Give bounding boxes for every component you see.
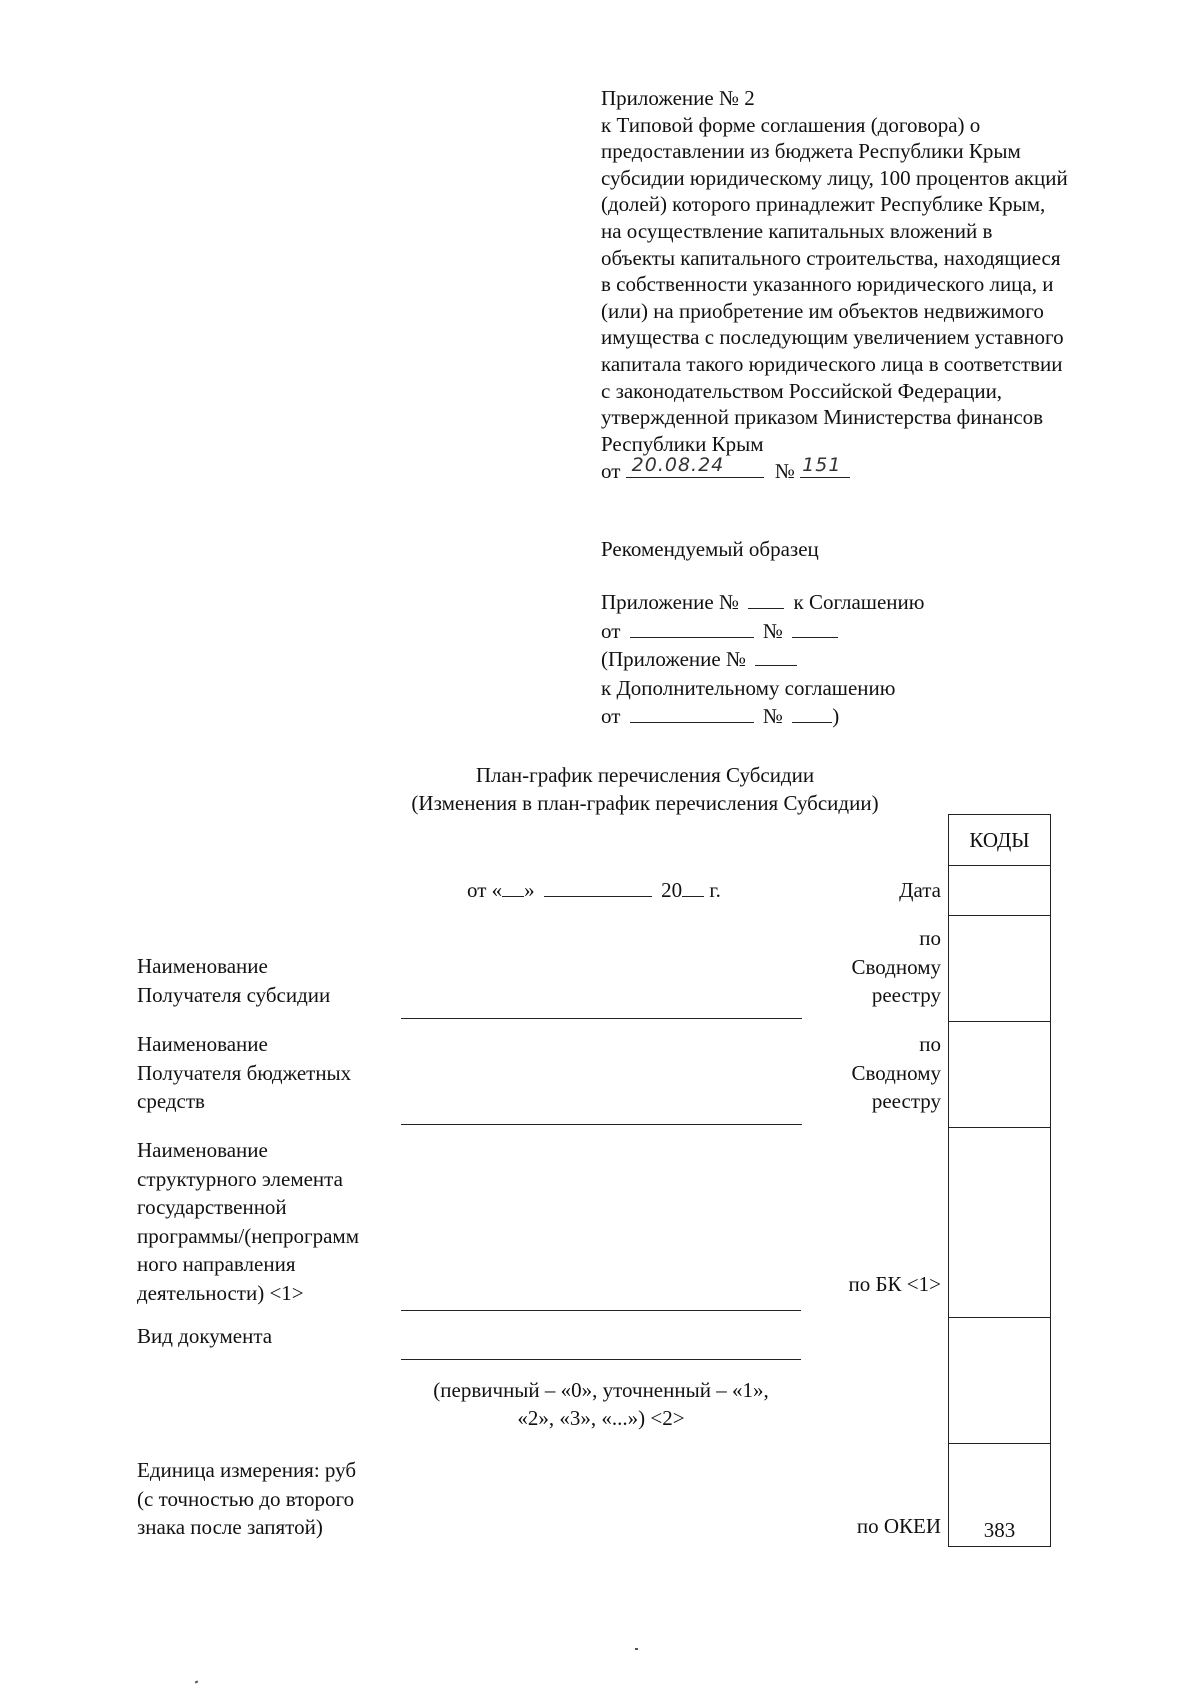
- label-line: средств: [137, 1089, 205, 1113]
- date-label: Дата: [899, 878, 941, 902]
- number-label: №: [762, 704, 783, 728]
- label-line: Наименование: [137, 954, 268, 978]
- label-line: (с точностью до второго: [137, 1486, 355, 1511]
- supplementary-number-blank: [755, 645, 797, 666]
- structural-element-label: [137, 1136, 359, 1307]
- svod-registry-label-2: [800, 1030, 941, 1116]
- scan-speck: [635, 1648, 638, 1650]
- closing-paren: ): [832, 704, 840, 728]
- handwritten-date: 20.08.24: [631, 454, 725, 477]
- header-line: в собственности указанного юридического лица, и: [601, 272, 1054, 297]
- doc-type-label: Вид документа: [137, 1324, 273, 1348]
- header-line: (или) на приобретение им объектов недвижимого: [601, 298, 1044, 323]
- bk-label: по БК <1>: [848, 1272, 941, 1296]
- document-date-line: [467, 876, 721, 904]
- number-label: №: [774, 459, 795, 484]
- header-line: субсидии юридическому лицу, 100 процентов акций: [601, 165, 1068, 190]
- order-date-blank: [626, 454, 764, 478]
- appendix-line-2: [601, 617, 924, 646]
- code-cell-budget-recipient[interactable]: [949, 1021, 1050, 1127]
- number-label: №: [762, 618, 783, 643]
- appendix-header: [601, 85, 1161, 485]
- header-line: объекты капитального строительства, находящиеся: [601, 245, 1061, 270]
- label-line: Получателя бюджетных: [137, 1060, 352, 1085]
- code-cell-doc-type[interactable]: [949, 1317, 1050, 1443]
- label-line: по: [919, 926, 941, 950]
- header-line: капитала такого юридического лица в соответствии: [601, 351, 1063, 376]
- date-blank: [630, 702, 754, 723]
- svod-registry-label-1: [800, 924, 941, 1010]
- code-cell-recipient[interactable]: [949, 915, 1050, 1021]
- label-line: ного направления: [137, 1252, 296, 1276]
- header-line: имущества с последующим увеличением уставного: [601, 325, 1064, 350]
- label-line: структурного элемента: [137, 1166, 343, 1191]
- okei-value: 383: [983, 1518, 1016, 1542]
- date-blank: [630, 617, 754, 638]
- recommended-sample: Рекомендуемый образец: [601, 537, 819, 561]
- codes-header: КОДЫ: [969, 828, 1030, 852]
- structural-element-line[interactable]: [401, 1310, 801, 1311]
- header-line: (долей) которого принадлежит Республике Крым,: [601, 192, 1046, 217]
- header-line: предоставлении из бюджета Республики Крым: [601, 139, 1021, 164]
- appendix-line-3: [601, 645, 924, 674]
- header-line: Республики Крым: [601, 431, 764, 456]
- doc-type-note-line1: (первичный – «0», уточненный – «1»,: [433, 1378, 769, 1402]
- number-blank: [792, 617, 838, 638]
- handwritten-number: 151: [802, 454, 842, 477]
- recipient-name-line[interactable]: [401, 1018, 802, 1019]
- label-line: реестру: [871, 983, 941, 1007]
- year-prefix: 20: [661, 878, 683, 902]
- label-line: программы/(непрограмм: [137, 1223, 359, 1248]
- number-blank: [792, 702, 832, 723]
- recipient-label: [137, 952, 330, 1009]
- from-label: от: [601, 459, 621, 484]
- year-suffix: г.: [709, 878, 721, 902]
- budget-recipient-label: [137, 1030, 351, 1116]
- order-date-number-line: [601, 454, 1161, 485]
- label-line: Сводному: [851, 1060, 941, 1085]
- label-line: реестру: [871, 1089, 941, 1113]
- to-agreement-label: к Соглашению: [793, 590, 925, 614]
- page-subtitle: (Изменения в план-график перечисления Субсидии): [411, 791, 879, 815]
- label-line: Наименование: [137, 1138, 268, 1162]
- header-line: к Типовой форме соглашения (договора) о: [601, 112, 981, 137]
- year-blank: [682, 876, 704, 897]
- appendix-line-1: [601, 588, 924, 617]
- order-number-blank: [800, 454, 850, 478]
- codes-column: [948, 814, 1051, 1547]
- okei-label: по ОКЕИ: [856, 1514, 941, 1538]
- appendix-line-5: [601, 702, 924, 731]
- doc-type-line[interactable]: [401, 1359, 801, 1360]
- agreement-appendix-block: [601, 588, 924, 731]
- label-line: Единица измерения: руб: [137, 1458, 357, 1482]
- code-cell-date[interactable]: [949, 865, 1050, 915]
- code-cell-bk[interactable]: [949, 1127, 1050, 1317]
- label-line: государственной: [137, 1195, 287, 1219]
- page-title: План-график перечисления Субсидии: [475, 763, 815, 787]
- label-line: по: [919, 1032, 941, 1056]
- from-label: от: [601, 704, 621, 728]
- header-line: на осуществление капитальных вложений в: [601, 218, 993, 243]
- month-blank: [544, 876, 652, 897]
- label-line: Наименование: [137, 1032, 268, 1056]
- from-label: от: [601, 618, 621, 643]
- header-line: Приложение № 2: [601, 86, 755, 110]
- doc-type-note-line2: «2», «3», «...») <2>: [517, 1406, 685, 1430]
- unit-label: [137, 1456, 356, 1542]
- header-line: с законодательством Российской Федерации,: [601, 378, 1003, 403]
- label-line: деятельности) <1>: [137, 1280, 304, 1305]
- appendix-number-blank: [748, 588, 784, 609]
- code-cell-okei: [949, 1443, 1050, 1546]
- label-line: Получателя субсидии: [137, 982, 331, 1007]
- appendix-line-4: к Дополнительному соглашению: [601, 675, 896, 700]
- label-line: Сводному: [851, 954, 941, 979]
- date-open-quote: от «: [467, 878, 503, 902]
- scan-speck: [195, 1680, 199, 1683]
- label-line: знака после запятой): [137, 1515, 323, 1539]
- appendix-number-label: Приложение №: [601, 590, 739, 614]
- supplementary-appendix-label: (Приложение №: [601, 647, 746, 671]
- header-line: утвержденной приказом Министерства финансов: [601, 405, 1044, 430]
- budget-recipient-name-line[interactable]: [401, 1124, 802, 1125]
- day-blank: [502, 876, 524, 897]
- date-close-quote: »: [524, 878, 535, 902]
